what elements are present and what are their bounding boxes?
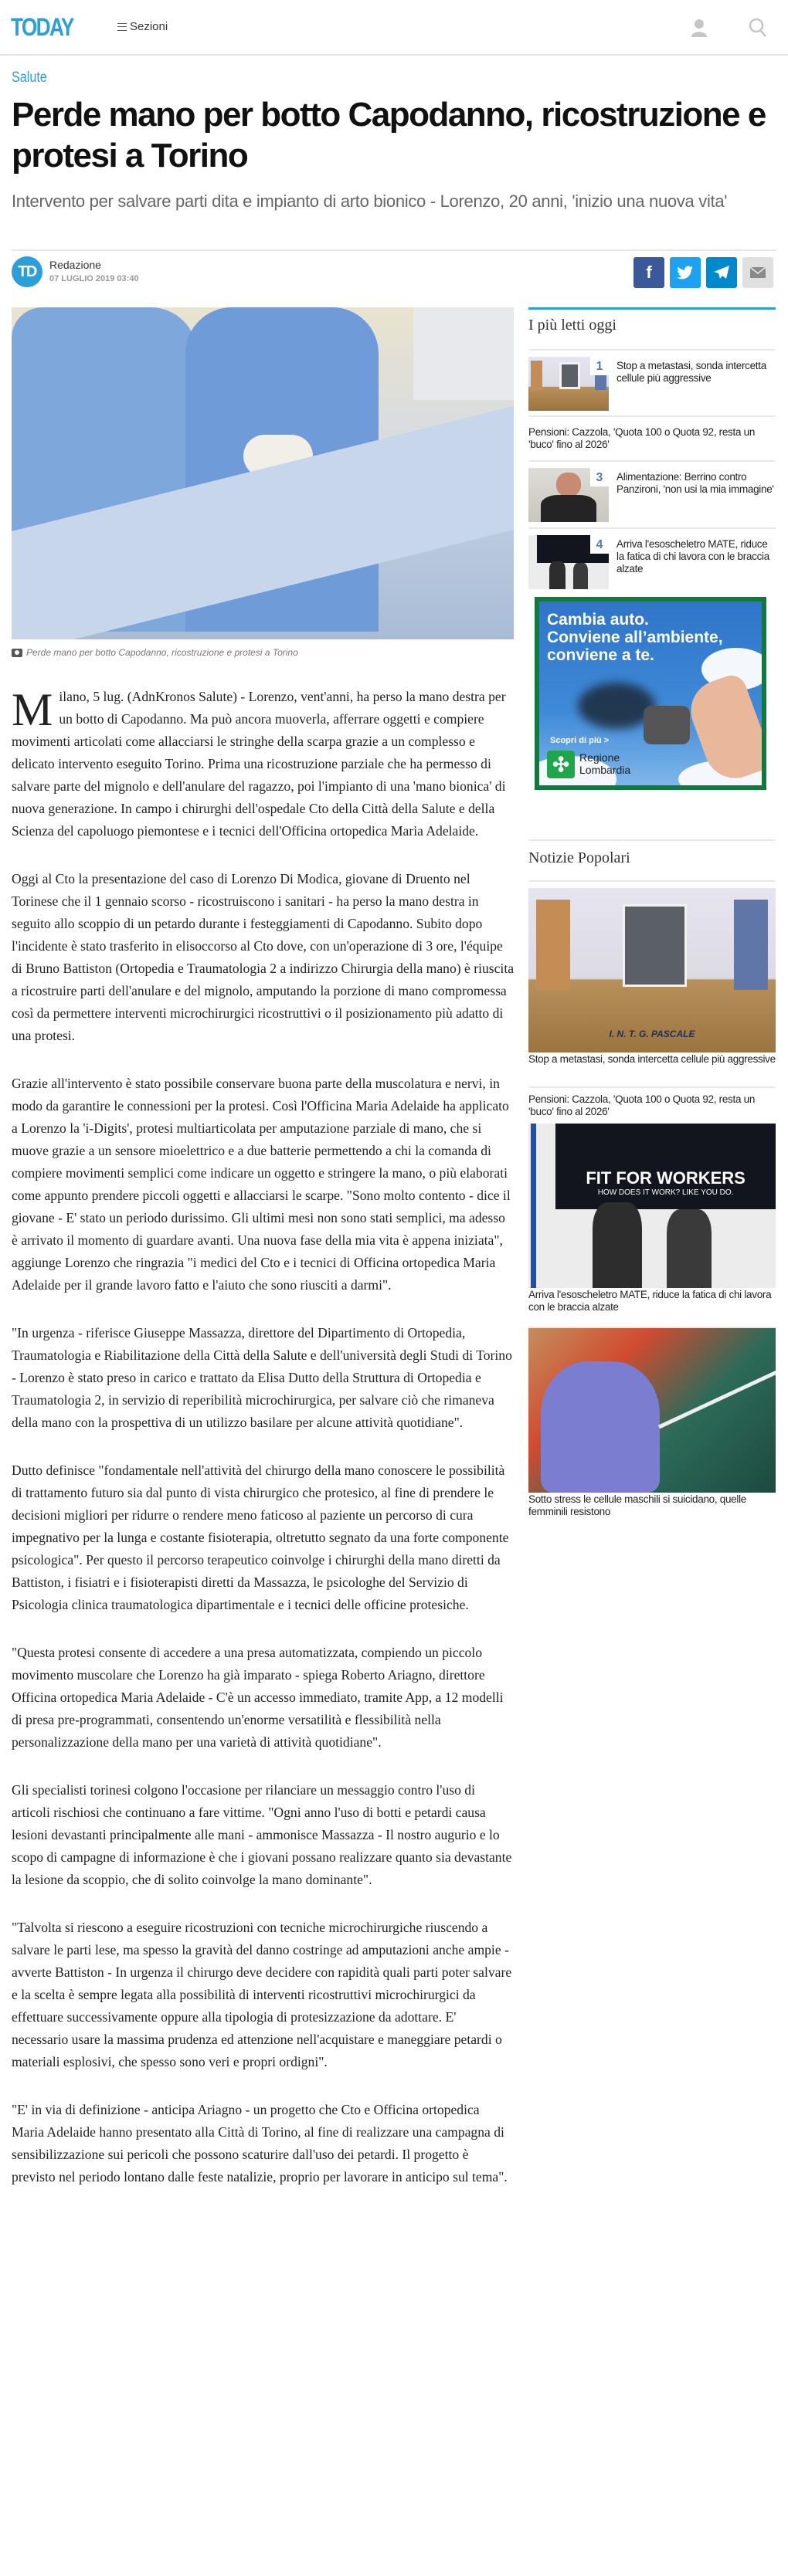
twitter-icon xyxy=(677,266,694,280)
paragraph: "Questa protesi consente di accedere a una presa automatizzata, compiendo un piccolo movimento muscolare che Lorenzo ha già imparato - spiega Roberto Ariagno, direttore Officina ortopedica Maria Adelaide - C'è un accesso immediato, tramite App, a 12 modelli di presa pre-programmati, consentendo un'enorme versatilità e flessibilità nella personalizzazione della mano per una varietà di attività quotidiane". xyxy=(12,1645,504,1750)
image-element xyxy=(413,307,514,400)
image-text-main: FIT FOR WORKERS xyxy=(586,1168,746,1188)
telegram-icon xyxy=(713,265,730,280)
hamburger-icon xyxy=(117,23,127,31)
rank-number: 4 xyxy=(590,535,609,554)
ad-brand-line: Regione xyxy=(579,751,620,764)
popular-news-headline[interactable]: Arriva l'esoscheletro MATE, riduce la fatica di chi lavora con le braccia alzate xyxy=(528,1289,772,1313)
most-read-item[interactable] xyxy=(528,349,776,414)
paragraph: Grazie all'intervento è stato possibile conservare buona parte della muscolatura e nervi, in modo da garantire le connessioni per la protesi. Così l'Officina Maria Adelaide ha applicato a Lorenzo la 'i-Digits', protesi multiarticolata per amputazione parziale di mano, che si muove grazie a un sensore mioelettrico e a due batterie permettendo a chi la comanda di compiere movimenti semplici come indicare un oggetto e stringere la mano, o più elaborati come appunto prendere piccoli oggetti e allacciarsi le scarpe. "Sono molto contento - dice il giovane - E' stato un periodo durissimo. Gli ultimi mesi non sono stati semplici, ma adesso è arrivato il momento di guardare avanti. Una nuova fase della mia vita è appena iniziata", aggiunge Lorenzo che ringrazia "i medici del Cto e i tecnici di Officina ortopedica Maria Adelaide per il grande lavoro fatto e l'aiuto che sono riusciti a darmi". xyxy=(12,1076,511,1293)
share-telegram-button[interactable] xyxy=(706,257,737,288)
most-read-item[interactable] xyxy=(528,415,776,465)
image-text-sub: HOW DOES IT WORK? LIKE YOU DO. xyxy=(597,1188,734,1197)
rank-number: 1 xyxy=(590,357,609,375)
envelope-icon xyxy=(750,267,766,278)
sidebar-accent-line xyxy=(528,307,776,310)
most-read-headline[interactable]: Pensioni: Cazzola, 'Quota 100 o Quota 92, resta un 'buco' fino al 2026' xyxy=(528,426,756,450)
sections-menu-button[interactable] xyxy=(117,20,168,33)
paragraph-text: ilano, 5 lug. (AdnKronos Salute) - Lorenzo, vent'anni, ha perso la mano destra per un botto di Capodanno. Ma può ancora muoverla, afferrare oggetti e compiere movimenti articolati come allacciarsi le stringhe della scarpa grazie a un complesso e delicato intervento eseguito Torino. Prima una ricostruzione parziale che ha permesso di salvare parte del mignolo e dell'anulare del ragazzo, poi l'impianto di una 'mano bionica' di nuova generazione. In campo i chirurghi dell'ospedale Cto della Città della Salute e della Scienza del capoluogo piemontese e i tecnici dell'Officina ortopedica Maria Adelaide. xyxy=(12,689,506,839)
author-avatar: TD xyxy=(12,256,42,287)
share-twitter-button[interactable] xyxy=(670,257,701,288)
paragraph: "Talvolta si riescono a eseguire ricostruzioni con tecniche microchirurgiche riuscendo a salvare le parti lese, ma spesso la gravità del danno costringe ad amputazioni anche ampie - avverte Battiston - In urgenza il chirurgo deve decidere con rapidità quali parti poter salvare e la scelta è sempre legata alla possibilità di interventi ricostruttivi microchirurgici da effettuare successivamente oppure alla tipologia di protesizzazione da adottare. E' necessario usare la massima prudenza ed attenzione nell'acquistare e maneggiare petardi o materiali esplosivi, che spesso sono veri e propri ordigni". xyxy=(12,1920,512,2069)
image-caption xyxy=(12,647,298,658)
regione-lombardia-logo-icon: ✣ xyxy=(547,751,575,778)
author-name[interactable]: Redazione xyxy=(49,259,101,271)
rank-number: 3 xyxy=(590,468,609,486)
category-link[interactable]: Salute xyxy=(12,69,47,86)
most-read-headline[interactable]: Arriva l'esoscheletro MATE, riduce la fatica di chi lavora con le braccia alzate xyxy=(616,538,769,575)
paragraph: "In urgenza - riferisce Giuseppe Massazza, direttore del Dipartimento di Ortopedia, Traumatologia e Riabilitazione della Città della Salute e dell'università degli Studi di Torino - Lorenzo è stato preso in carico e trattato da Elisa Dutto della Struttura di Ortopedia e Traumatologia 2, in servizio di reperibilità microchirurgica, per salvare ciò che rimaneva della mano con la prospettiva di un utilizzo basilare per alcune attività quotidiane". xyxy=(12,1325,512,1430)
popular-news-title: Notizie Popolari xyxy=(528,849,630,866)
popular-news-item[interactable] xyxy=(528,880,776,1066)
dropcap: M xyxy=(12,684,53,735)
paragraph: "E' in via di definizione - anticipa Ariagno - un progetto che Cto e Officina ortopedica Maria Adelaide hanno presentato alla Città di Torino, al fine di realizzare una campagna di sensibilizzazione sui pericoli che possono scaturire dall'uso dei petardi. Il progetto è previsto nel periodo lontano dalle feste natalizie, proprio per lavorare in anticipo sul tema". xyxy=(12,2102,508,2185)
caption-text: Perde mano per botto Capodanno, ricostruzione e protesi a Torino xyxy=(26,647,298,658)
article-title: Perde mano per botto Capodanno, ricostruzione e protesi a Torino xyxy=(12,96,766,175)
publish-date: 07 LUGLIO 2019 03:40 xyxy=(49,274,139,283)
ad-headline-line: Cambia auto. xyxy=(547,611,649,629)
user-icon[interactable] xyxy=(691,19,708,37)
ad-cta-link[interactable]: Scopri di più > xyxy=(550,736,610,745)
ad-headline xyxy=(547,611,723,664)
popular-news-image[interactable] xyxy=(528,1328,776,1493)
most-read-headline[interactable]: Alimentazione: Berrino contro Panzironi, 'non usi la mia immagine' xyxy=(616,471,774,495)
ad-brand-line: Lombardia xyxy=(579,764,631,776)
popular-news-headline[interactable]: Sotto stress le cellule maschili si suicidano, quelle femminili resistono xyxy=(528,1493,746,1517)
popular-news-image[interactable] xyxy=(528,888,776,1052)
paragraph: Dutto definisce "fondamentale nell'attività del chirurgo della mano conoscere le possibilità di trattamento futuro sia dal punto di vista chirurgico che protesico, al fine di prendere le decisioni migliori per ridurre o rendere meno faticoso al paziente un percorso di cura impegnativo per la lunga e costante fisioterapia, oltretutto segnato da una forte componente psicologica". Per questo il percorso terapeutico coinvolge i chirurghi della mano diretti da Battiston, i fisiatri e i fisioterapisti diretti da Massazza, le psicologhe del Servizio di Psicologia clinica traumatologica dipartimentale e i tecnici delle officine protesiche. xyxy=(12,1463,509,1612)
most-read-title: I più letti oggi xyxy=(528,317,616,334)
camera-icon xyxy=(12,649,22,657)
share-email-button[interactable] xyxy=(742,257,773,288)
top-navigation-bar xyxy=(0,0,788,56)
most-read-headline[interactable]: Stop a metastasi, sonda intercetta cellule più aggressive xyxy=(616,360,766,384)
paragraph: Gli specialisti torinesi colgono l'occasione per rilanciare un messaggio contro l'uso di articoli rischiosi che continuano a fare vittime. "Ogni anno l'uso di botti e petardi causa lesioni devastanti principalmente alle mani - ammonisce Massazza - Il nostro augurio e lo scopo di campagne di informazione è che i giovani possano realizzare quanto sia devastante la lesione da scoppio, che di solito coinvolge la mano dominante". xyxy=(12,1782,512,1887)
popular-news-item[interactable] xyxy=(528,1086,776,1118)
ad-headline-line: conviene a te. xyxy=(547,646,654,664)
image-text: I. N. T. G. PASCALE xyxy=(609,1028,695,1039)
article-subtitle: Intervento per salvare parti dita e impianto di arto bionico - Lorenzo, 20 anni, 'inizio una nuova vita' xyxy=(12,192,728,211)
most-read-item[interactable] xyxy=(528,527,776,592)
paragraph: Oggi al Cto la presentazione del caso di Lorenzo Di Modica, giovane di Druento nel Torinese che il 1 gennaio scorso - ricostruiscono i sanitari - ha perso la mano destra in seguito allo scoppio di un petardo durante i festeggiamenti di Capodanno. Subito dopo l'incidente è stato trasferito in elisoccorso al Cto dove, con un'operazione di 3 ore, l'équipe di Bruno Battiston (Ortopedia e Traumatologia 2 a indirizzo Chirurgia della mano) è riuscita a ricostruire parti dell'anulare e del mignolo, amputando la porzione di mano compromessa così da permettere interventi microchirurgici ricostruttivi o il posizionamento più adatto di una protesi. xyxy=(12,871,515,1043)
engine-shape xyxy=(644,706,690,744)
ad-brand xyxy=(579,751,630,776)
popular-news-headline[interactable]: Stop a metastasi, sonda intercetta cellule più aggressive xyxy=(528,1053,776,1065)
site-logo[interactable]: TODAY xyxy=(11,13,73,41)
article-body xyxy=(12,686,514,2214)
popular-news-image[interactable] xyxy=(528,1124,776,1288)
share-facebook-button[interactable] xyxy=(633,257,664,288)
facebook-icon: f xyxy=(646,263,652,282)
search-icon[interactable] xyxy=(748,17,768,39)
popular-news-item[interactable] xyxy=(528,1124,776,1313)
image-text xyxy=(555,1124,776,1209)
ad-headline-line: Conviene all’ambiente, xyxy=(547,629,723,646)
advertisement-banner[interactable] xyxy=(535,597,766,790)
popular-news-headline[interactable]: Pensioni: Cazzola, 'Quota 100 o Quota 92, resta un 'buco' fino al 2026' xyxy=(528,1093,756,1117)
popular-news-item[interactable] xyxy=(528,1327,776,1518)
paragraph xyxy=(12,686,514,842)
most-read-item[interactable] xyxy=(528,460,776,525)
divider xyxy=(528,839,776,841)
divider xyxy=(12,249,776,251)
sections-label: Sezioni xyxy=(130,20,168,33)
article-main-image[interactable] xyxy=(12,307,514,639)
